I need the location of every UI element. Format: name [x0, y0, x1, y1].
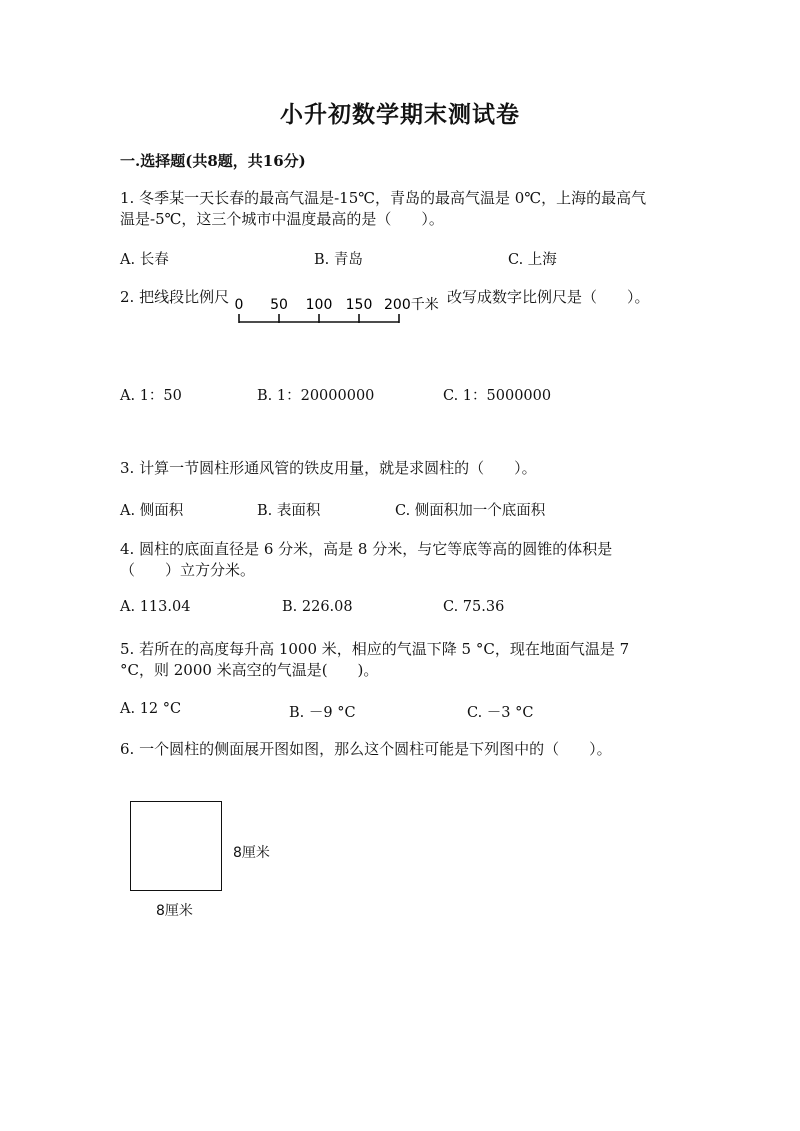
- question-2-option-b: B. 1：20000000: [257, 388, 375, 404]
- question-2-suffix: 改写成数字比例尺是（ ）。: [447, 288, 650, 306]
- question-3-option-c: C. 侧面积加一个底面积: [395, 503, 546, 519]
- question-4-option-b: B. 226.08: [282, 599, 353, 615]
- question-1-option-b: B. 青岛: [314, 252, 363, 268]
- question-2-option-c: C. 1：5000000: [443, 388, 552, 404]
- question-1-option-a: A. 长春: [120, 252, 169, 268]
- question-5-line2: °C，则 2000 米高空的气温是( )。: [120, 661, 379, 679]
- scale-label: 50: [270, 297, 288, 313]
- side-length-label: 8厘米: [233, 845, 270, 861]
- scale-label: 100: [305, 297, 333, 313]
- scale-label: 200千米: [384, 297, 439, 313]
- question-3-line1: 3. 计算一节圆柱形通风管的铁皮用量，就是求圆柱的（ ）。: [120, 459, 537, 477]
- question-3-option-b: B. 表面积: [257, 503, 321, 519]
- page-title: 小升初数学期末测试卷: [280, 101, 520, 128]
- question-6-line1: 6. 一个圆柱的侧面展开图如图，那么这个圆柱可能是下列图中的（ ）。: [120, 740, 612, 758]
- scale-label: 150: [345, 297, 373, 313]
- question-4-line1: 4. 圆柱的底面直径是 6 分米，高是 8 分米，与它等底等高的圆锥的体积是: [120, 540, 613, 558]
- question-5-option-c: C. －3 °C: [467, 705, 534, 721]
- square-diagram: [130, 801, 222, 891]
- question-1-option-c: C. 上海: [508, 252, 557, 268]
- question-4-option-c: C. 75.36: [443, 599, 505, 615]
- question-4-line2: （ ）立方分米。: [120, 561, 256, 579]
- question-2-option-a: A. 1：50: [120, 388, 182, 404]
- scale-bar-figure: [234, 294, 446, 330]
- question-1-line2: 温是-5℃，这三个城市中温度最高的是（ ）。: [120, 210, 444, 228]
- question-5-option-a: A. 12 °C: [120, 701, 182, 717]
- section-heading: 一.选择题(共8题，共16分): [120, 152, 306, 170]
- scale-label: 0: [234, 297, 244, 313]
- question-1-line1: 1. 冬季某一天长春的最高气温是-15℃，青岛的最高气温是 0℃，上海的最高气: [120, 189, 647, 207]
- question-5-option-b: B. －9 °C: [289, 705, 356, 721]
- question-3-option-a: A. 侧面积: [120, 503, 184, 519]
- bottom-length-label: 8厘米: [156, 903, 193, 919]
- question-5-line1: 5. 若所在的高度每升高 1000 米，相应的气温下降 5 °C，现在地面气温是 7: [120, 640, 630, 658]
- question-2-prefix: 2. 把线段比例尺: [120, 288, 230, 306]
- question-4-option-a: A. 113.04: [120, 599, 191, 615]
